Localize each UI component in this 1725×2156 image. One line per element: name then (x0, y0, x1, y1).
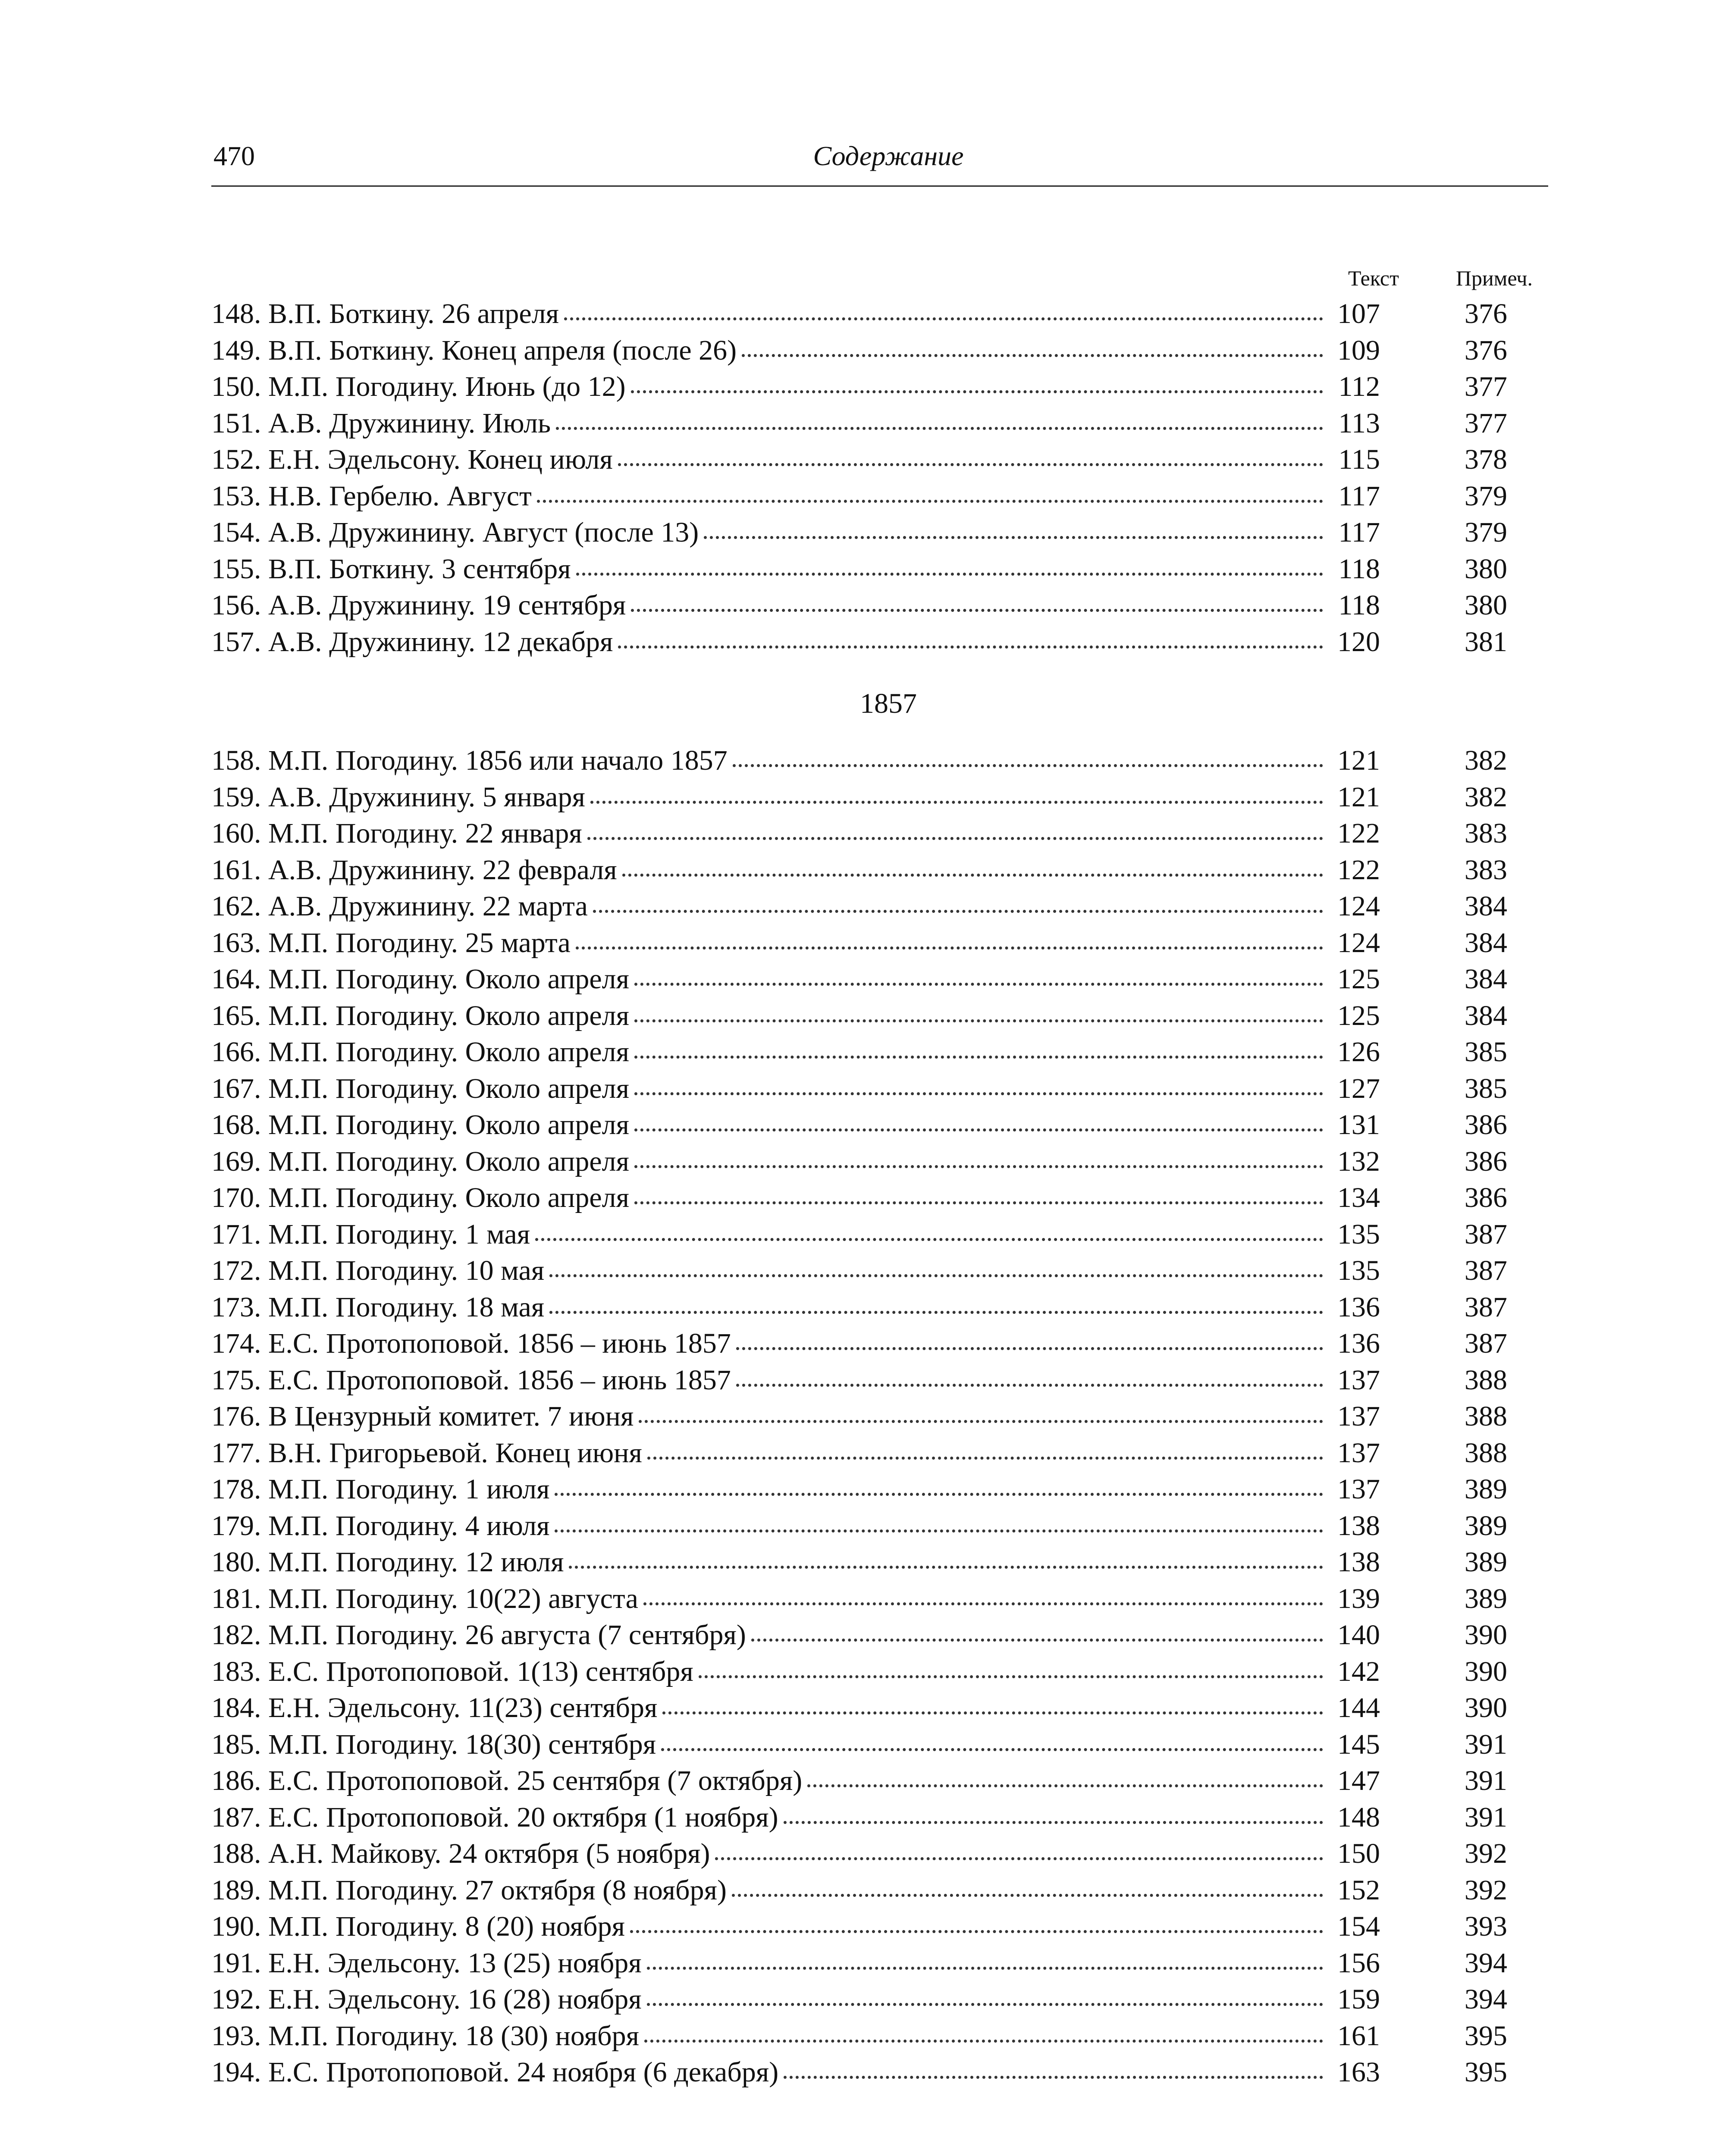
dot-leader (736, 1347, 1323, 1350)
dot-leader (733, 764, 1323, 767)
text-page-number: 137 (1337, 1401, 1380, 1432)
text-page-number: 135 (1337, 1218, 1380, 1250)
note-page-number: 389 (1465, 1510, 1507, 1542)
toc-entry (211, 1216, 1548, 1253)
text-page-number: 134 (1337, 1182, 1380, 1213)
text-page-number: 147 (1337, 1765, 1380, 1796)
text-page-number: 156 (1337, 1947, 1380, 1979)
entry-title: 183. Е.С. Протопоповой. 1(13) сентября (211, 1655, 693, 1687)
toc-list-1856 (211, 296, 1548, 660)
entry-title: 154. А.В. Дружинину. Август (после 13) (211, 517, 699, 548)
text-page-number: 117 (1338, 517, 1380, 548)
entry-title: 156. А.В. Дружинину. 19 сентября (211, 589, 626, 621)
entry-title: 175. Е.С. Протопоповой. 1856 – июнь 1857 (211, 1364, 731, 1396)
note-page-number: 390 (1465, 1692, 1507, 1724)
text-page-number: 139 (1337, 1583, 1380, 1614)
entry-title: 181. М.П. Погодину. 10(22) августа (211, 1583, 638, 1614)
toc-entry (211, 1326, 1548, 1362)
toc-entry (211, 888, 1548, 925)
dot-leader (742, 354, 1323, 357)
entry-title: 151. А.В. Дружинину. Июль (211, 407, 551, 439)
dot-leader (593, 910, 1323, 913)
toc-entry (211, 1435, 1548, 1472)
toc-entry (211, 551, 1548, 588)
text-page-number: 131 (1337, 1109, 1380, 1141)
note-page-number: 377 (1465, 407, 1507, 439)
entry-title: 180. М.П. Погодину. 12 июля (211, 1546, 564, 1578)
entry-title: 168. М.П. Погодину. Около апреля (211, 1109, 629, 1141)
entry-title: 171. М.П. Погодину. 1 мая (211, 1218, 530, 1250)
dot-leader (631, 390, 1323, 393)
toc-entry (211, 1763, 1548, 1799)
text-page-number: 135 (1337, 1255, 1380, 1286)
dot-leader (634, 983, 1323, 986)
toc-entry (211, 1836, 1548, 1872)
entry-title: 160. М.П. Погодину. 22 января (211, 818, 582, 849)
entry-title: 172. М.П. Погодину. 10 мая (211, 1255, 545, 1286)
note-page-number: 387 (1465, 1328, 1507, 1359)
text-page-number: 127 (1337, 1072, 1380, 1104)
note-page-number: 377 (1465, 371, 1507, 402)
entry-title: 189. М.П. Погодину. 27 октября (8 ноября) (211, 1874, 727, 1906)
note-page-number: 395 (1465, 2020, 1507, 2052)
dot-leader (639, 1420, 1323, 1423)
text-page-number: 138 (1337, 1510, 1380, 1542)
dot-leader (564, 317, 1323, 320)
column-heading-notes: Примеч. (1455, 266, 1533, 290)
dot-leader (634, 1201, 1323, 1204)
entry-title: 164. М.П. Погодину. Около апреля (211, 963, 629, 995)
note-page-number: 393 (1465, 1911, 1507, 1942)
text-page-number: 121 (1337, 745, 1380, 776)
toc-entry (211, 1908, 1548, 1945)
dot-leader (661, 1748, 1323, 1751)
text-page-number: 124 (1337, 927, 1380, 959)
entry-title: 194. Е.С. Протопоповой. 24 ноября (6 декабря) (211, 2056, 779, 2088)
toc-entry (211, 296, 1548, 332)
text-page-number: 137 (1337, 1473, 1380, 1505)
note-page-number: 387 (1465, 1255, 1507, 1286)
dot-leader (569, 1566, 1323, 1569)
dot-leader (555, 1493, 1323, 1496)
entry-title: 163. М.П. Погодину. 25 марта (211, 927, 571, 959)
entry-title: 152. Е.Н. Эдельсону. Конец июля (211, 444, 613, 475)
dot-leader (576, 946, 1323, 950)
text-page-number: 138 (1337, 1546, 1380, 1578)
entry-title: 191. Е.Н. Эдельсону. 13 (25) ноября (211, 1947, 642, 1979)
dot-leader (576, 573, 1323, 576)
entry-title: 179. М.П. Погодину. 4 июля (211, 1510, 550, 1542)
note-page-number: 395 (1465, 2056, 1507, 2088)
toc-entry (211, 1945, 1548, 1982)
dot-leader (644, 2040, 1323, 2043)
toc-entry (211, 2054, 1548, 2091)
header-rule (211, 185, 1548, 187)
dot-leader (590, 801, 1323, 804)
entry-title: 161. А.В. Дружинину. 22 февраля (211, 854, 617, 886)
entry-title: 193. М.П. Погодину. 18 (30) ноября (211, 2020, 639, 2052)
toc-entry (211, 1107, 1548, 1144)
dot-leader (549, 1274, 1323, 1277)
text-page-number: 115 (1338, 444, 1380, 475)
note-page-number: 389 (1465, 1546, 1507, 1578)
entry-title: 186. Е.С. Протопоповой. 25 сентября (7 октября) (211, 1765, 803, 1796)
toc-entry (211, 1544, 1548, 1581)
dot-leader (631, 609, 1323, 612)
toc-entry (211, 925, 1548, 962)
dot-leader (662, 1711, 1323, 1714)
toc-entry (211, 1981, 1548, 2018)
toc-entry (211, 1071, 1548, 1107)
text-page-number: 136 (1337, 1328, 1380, 1359)
text-page-number: 132 (1337, 1145, 1380, 1177)
toc-entry (211, 514, 1548, 551)
toc-list-1857 (211, 743, 1548, 2091)
note-page-number: 387 (1465, 1291, 1507, 1323)
entry-title: 170. М.П. Погодину. Около апреля (211, 1182, 629, 1213)
toc-entry (211, 1872, 1548, 1909)
text-page-number: 137 (1337, 1437, 1380, 1469)
toc-entry (211, 1034, 1548, 1071)
note-page-number: 394 (1465, 1984, 1507, 2015)
toc-entry (211, 1253, 1548, 1289)
entry-title: 166. М.П. Погодину. Около апреля (211, 1036, 629, 1068)
toc-entry (211, 442, 1548, 478)
entry-title: 148. В.П. Боткину. 26 апреля (211, 298, 559, 329)
toc-entry (211, 1398, 1548, 1435)
text-page-number: 136 (1337, 1291, 1380, 1323)
dot-leader (587, 837, 1323, 840)
text-page-number: 159 (1337, 1984, 1380, 2015)
text-page-number: 142 (1337, 1655, 1380, 1687)
text-page-number: 112 (1338, 371, 1380, 402)
text-page-number: 161 (1337, 2020, 1380, 2052)
dot-leader (715, 1857, 1323, 1860)
entry-title: 150. М.П. Погодину. Июнь (до 12) (211, 371, 626, 402)
toc-entry (211, 2018, 1548, 2055)
note-page-number: 390 (1465, 1655, 1507, 1687)
note-page-number: 380 (1465, 553, 1507, 585)
entry-title: 149. В.П. Боткину. Конец апреля (после 26) (211, 334, 737, 366)
dot-leader (555, 1529, 1323, 1532)
text-page-number: 118 (1338, 589, 1380, 621)
dot-leader (535, 1238, 1323, 1241)
entry-title: 157. А.В. Дружинину. 12 декабря (211, 626, 613, 658)
note-page-number: 385 (1465, 1036, 1507, 1068)
dot-leader (630, 1930, 1323, 1933)
entry-title: 162. А.В. Дружинину. 22 марта (211, 890, 588, 922)
text-page-number: 144 (1337, 1692, 1380, 1724)
text-page-number: 118 (1338, 553, 1380, 585)
entry-title: 155. В.П. Боткину. 3 сентября (211, 553, 571, 585)
note-page-number: 376 (1465, 298, 1507, 329)
note-page-number: 384 (1465, 963, 1507, 995)
note-page-number: 392 (1465, 1874, 1507, 1906)
entry-title: 184. Е.Н. Эдельсону. 11(23) сентября (211, 1692, 658, 1724)
dot-leader (618, 463, 1323, 466)
dot-leader (784, 2076, 1323, 2079)
note-page-number: 391 (1465, 1801, 1507, 1833)
text-page-number: 109 (1337, 334, 1380, 366)
dot-leader (622, 874, 1323, 877)
note-page-number: 394 (1465, 1947, 1507, 1979)
dot-leader (634, 1165, 1323, 1168)
entry-title: 182. М.П. Погодину. 26 августа (7 сентября) (211, 1619, 746, 1651)
toc-entry (211, 587, 1548, 624)
text-page-number: 140 (1337, 1619, 1380, 1651)
entry-title: 174. Е.С. Протопоповой. 1856 – июнь 1857 (211, 1328, 731, 1359)
toc-entry (211, 743, 1548, 779)
note-page-number: 388 (1465, 1401, 1507, 1432)
dot-leader (807, 1784, 1323, 1787)
note-page-number: 386 (1465, 1145, 1507, 1177)
note-page-number: 384 (1465, 927, 1507, 959)
note-page-number: 385 (1465, 1072, 1507, 1104)
note-page-number: 389 (1465, 1473, 1507, 1505)
entry-title: 159. А.В. Дружинину. 5 января (211, 781, 585, 813)
entry-title: 190. М.П. Погодину. 8 (20) ноября (211, 1911, 625, 1942)
toc-entry (211, 1690, 1548, 1727)
entry-title: 187. Е.С. Протопоповой. 20 октября (1 ноября) (211, 1801, 778, 1833)
note-page-number: 388 (1465, 1437, 1507, 1469)
note-page-number: 379 (1465, 480, 1507, 512)
dot-leader (736, 1384, 1323, 1387)
text-page-number: 107 (1337, 298, 1380, 329)
toc-entry (211, 1508, 1548, 1545)
dot-leader (784, 1821, 1323, 1824)
toc-entry (211, 998, 1548, 1034)
text-page-number: 154 (1337, 1911, 1380, 1942)
note-page-number: 390 (1465, 1619, 1507, 1651)
note-page-number: 378 (1465, 444, 1507, 475)
toc-entry (211, 1144, 1548, 1180)
dot-leader (556, 427, 1323, 430)
dot-leader (634, 1092, 1323, 1095)
dot-leader (699, 1675, 1323, 1678)
toc-entry (211, 624, 1548, 661)
dot-leader (647, 2003, 1323, 2006)
text-page-number: 117 (1338, 480, 1380, 512)
text-page-number: 137 (1337, 1364, 1380, 1396)
entry-title: 165. М.П. Погодину. Около апреля (211, 1000, 629, 1031)
note-page-number: 386 (1465, 1109, 1507, 1141)
toc-entry (211, 369, 1548, 405)
toc-entry (211, 1180, 1548, 1216)
note-page-number: 384 (1465, 1000, 1507, 1031)
dot-leader (634, 1019, 1323, 1022)
running-title: Содержание (813, 141, 964, 171)
dot-leader (634, 1056, 1323, 1059)
text-page-number: 122 (1337, 854, 1380, 886)
toc-entry (211, 1617, 1548, 1654)
dot-leader (704, 536, 1323, 539)
text-page-number: 113 (1338, 407, 1380, 439)
entry-title: 169. М.П. Погодину. Около апреля (211, 1145, 629, 1177)
entry-title: 192. Е.Н. Эдельсону. 16 (28) ноября (211, 1984, 642, 2015)
text-page-number: 120 (1337, 626, 1380, 658)
toc-entry (211, 1471, 1548, 1508)
note-page-number: 391 (1465, 1728, 1507, 1760)
text-page-number: 124 (1337, 890, 1380, 922)
note-page-number: 382 (1465, 781, 1507, 813)
entry-title: 173. М.П. Погодину. 18 мая (211, 1291, 545, 1323)
entry-title: 188. А.Н. Майкову. 24 октября (5 ноября) (211, 1838, 710, 1869)
entry-title: 153. Н.В. Гербелю. Август (211, 480, 532, 512)
note-page-number: 384 (1465, 890, 1507, 922)
text-page-number: 125 (1337, 1000, 1380, 1031)
note-page-number: 388 (1465, 1364, 1507, 1396)
note-page-number: 379 (1465, 517, 1507, 548)
note-page-number: 392 (1465, 1838, 1507, 1869)
entry-title: 176. В Цензурный комитет. 7 июня (211, 1401, 634, 1432)
page-number: 470 (213, 141, 255, 171)
dot-leader (549, 1311, 1323, 1314)
toc-entry (211, 1654, 1548, 1690)
text-page-number: 148 (1337, 1801, 1380, 1833)
entry-title: 177. В.Н. Григорьевой. Конец июня (211, 1437, 642, 1469)
dot-leader (751, 1639, 1323, 1642)
dot-leader (647, 1457, 1323, 1460)
entry-title: 158. М.П. Погодину. 1856 или начало 1857 (211, 745, 728, 776)
toc-entry (211, 779, 1548, 816)
dot-leader (647, 1967, 1323, 1970)
note-page-number: 382 (1465, 745, 1507, 776)
note-page-number: 383 (1465, 818, 1507, 849)
toc-entry (211, 852, 1548, 889)
text-page-number: 152 (1337, 1874, 1380, 1906)
note-page-number: 386 (1465, 1182, 1507, 1213)
note-page-number: 381 (1465, 626, 1507, 658)
note-page-number: 383 (1465, 854, 1507, 886)
dot-leader (618, 646, 1323, 649)
toc-entry (211, 1727, 1548, 1763)
toc-entry (211, 815, 1548, 852)
year-heading: 1857 (860, 688, 917, 719)
note-page-number: 387 (1465, 1218, 1507, 1250)
entry-title: 167. М.П. Погодину. Около апреля (211, 1072, 629, 1104)
toc-entry (211, 332, 1548, 369)
text-page-number: 125 (1337, 963, 1380, 995)
text-page-number: 122 (1337, 818, 1380, 849)
toc-entry (211, 961, 1548, 998)
toc-entry (211, 405, 1548, 442)
toc-entry (211, 478, 1548, 515)
text-page-number: 126 (1337, 1036, 1380, 1068)
column-heading-text: Текст (1348, 266, 1399, 290)
note-page-number: 389 (1465, 1583, 1507, 1614)
text-page-number: 163 (1337, 2056, 1380, 2088)
toc-entry (211, 1362, 1548, 1399)
text-page-number: 121 (1337, 781, 1380, 813)
text-page-number: 150 (1337, 1838, 1380, 1869)
dot-leader (537, 500, 1323, 503)
dot-leader (732, 1894, 1323, 1897)
note-page-number: 376 (1465, 334, 1507, 366)
toc-entry (211, 1799, 1548, 1836)
toc-entry (211, 1581, 1548, 1617)
dot-leader (634, 1128, 1323, 1131)
text-page-number: 145 (1337, 1728, 1380, 1760)
note-page-number: 391 (1465, 1765, 1507, 1796)
dot-leader (643, 1602, 1323, 1605)
entry-title: 178. М.П. Погодину. 1 июля (211, 1473, 550, 1505)
toc-entry (211, 1289, 1548, 1326)
note-page-number: 380 (1465, 589, 1507, 621)
entry-title: 185. М.П. Погодину. 18(30) сентября (211, 1728, 656, 1760)
